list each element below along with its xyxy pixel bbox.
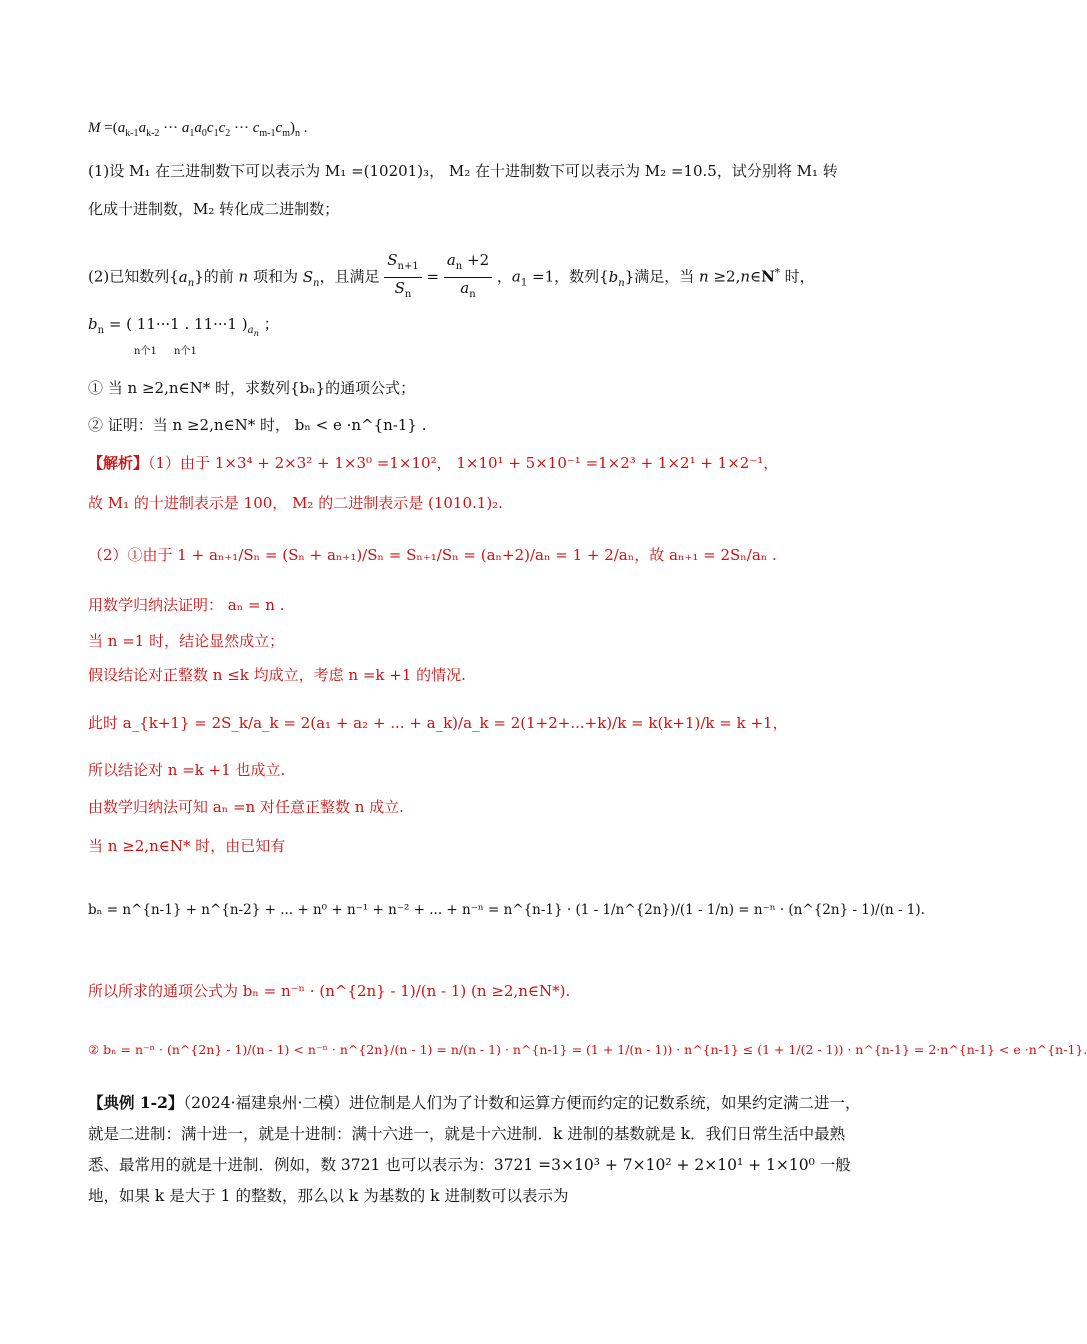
- bn-sub1-label: n个1: [134, 346, 157, 357]
- example-paragraph: [88, 1087, 863, 1212]
- solution-step-10: 当 n ≥2,n∈N* 时，由已知有: [88, 837, 286, 855]
- question-1: ① 当 n ≥2,n∈N* 时，求数列{bₙ}的通项公式；: [88, 379, 416, 397]
- bn-definition: $b_n$ = ( 11···1 . 11···1 )$_{a_n}$ ；: [88, 315, 279, 338]
- solution-step-3: （2）①由于 1 + aₙ₊₁/Sₙ = (Sₙ + aₙ₊₁)/Sₙ = Sₙ₊₁/Sₙ = (aₙ+2)/aₙ = 1 + 2/aₙ，故 aₙ₊₁ = 2Sₙ/aₙ .: [88, 546, 777, 564]
- solution-step-12: 所以所求的通项公式为 bₙ = n⁻ⁿ · (n^{2n} - 1)/(n - 1) (n ≥2,n∈N*).: [88, 982, 571, 1000]
- example-tag: 【典例 1-2】: [88, 1093, 184, 1112]
- solution-step-8: 所以结论对 n =k +1 也成立.: [88, 761, 286, 779]
- solution-step-6: 假设结论对正整数 n ≤k 均成立，考虑 n =k +1 的情况.: [88, 666, 466, 684]
- part2-line: (2)已知数列$\{a_n\}$的前 n 项和为 $S_n$，且满足 $\frac{S_{n+1}}{S_n}$ = $\frac{a_n +2}{a_n}$ ，$a_1 =1$，数列$\{b_n\}$满足，当 n ≥2,n∈N* 时，: [88, 251, 815, 300]
- bn-sub2-label: n个1: [174, 346, 197, 357]
- solution-step-7: 此时 a_{k+1} = 2S_k/a_k = 2(a₁ + a₂ + ... + a_k)/a_k = 2(1+2+...+k)/k = k(k+1)/k = k +1，: [88, 714, 788, 732]
- m-definition: $M =(a_{k-1}a_{k-2}$ ··· $a_1a_0c_1c_2$ ··· $c_{m-1}c_m)_n$ .: [88, 120, 308, 139]
- solution-step-4: 用数学归纳法证明： aₙ = n .: [88, 596, 285, 614]
- solution-step-11: bₙ = n^{n-1} + n^{n-2} + ... + n⁰ + n⁻¹ + n⁻² + ... + n⁻ⁿ = n^{n-1} · (1 - 1/n^{2n})/(1 - 1/n) = n⁻ⁿ · (n^{2n} - 1)/(n - 1).: [88, 902, 925, 918]
- solution-step-13: ② bₙ = n⁻ⁿ · (n^{2n} - 1)/(n - 1) < n⁻ⁿ · n^{2n}/(n - 1) = n/(n - 1) · n^{n-1} = (1 + 1/(n - 1)) · n^{n-1} ≤ (1 + 1/(2 - 1)) · n^{n-1} = 2·n^{n-1} < e ·n^{n-1}.: [88, 1042, 1087, 1057]
- solution-step-9: 由数学归纳法可知 aₙ =n 对任意正整数 n 成立.: [88, 798, 404, 816]
- solution-step-1: [88, 453, 778, 473]
- part1-line-a: (1)设 M₁ 在三进制数下可以表示为 M₁ =(10201)₃， M₂ 在十进制数下可以表示为 M₂ =10.5，试分别将 M₁ 转: [88, 162, 838, 180]
- question-2: ② 证明：当 n ≥2,n∈N* 时， bₙ < e ·n^{n-1} .: [88, 416, 427, 434]
- solution-tag: 【解析】: [88, 454, 149, 472]
- example-text: （2024·福建泉州·二模）进位制是人们为了计数和运算方便而约定的记数系统，如果约定满二进一，就是二进制：满十进一，就是十进制：满十六进一，就是十六进制．k 进制的基数就是 k．我们日常生活中最熟悉、最常用的就是十进制．例如，数 3721 也可以表示为：3721 =3×10³ + 7×10² + 2×10¹ + 1×10⁰ 一般地，如果 k 是大于 1 的整数，那么以 k 为基数的 k 进制数可以表示为: [88, 1094, 861, 1205]
- solution-step-2: 故 M₁ 的十进制表示是 100， M₂ 的二进制表示是 (1010.1)₂.: [88, 494, 503, 512]
- solution-s1: （1）由于 1×3⁴ + 2×3² + 1×3⁰ =1×10²， 1×10¹ + 5×10⁻¹ =1×2³ + 1×2¹ + 1×2⁻¹，: [148, 454, 779, 472]
- part1-line-b: 化成十进制数，M₂ 转化成二进制数；: [88, 200, 340, 218]
- solution-step-5: 当 n =1 时，结论显然成立；: [88, 632, 285, 650]
